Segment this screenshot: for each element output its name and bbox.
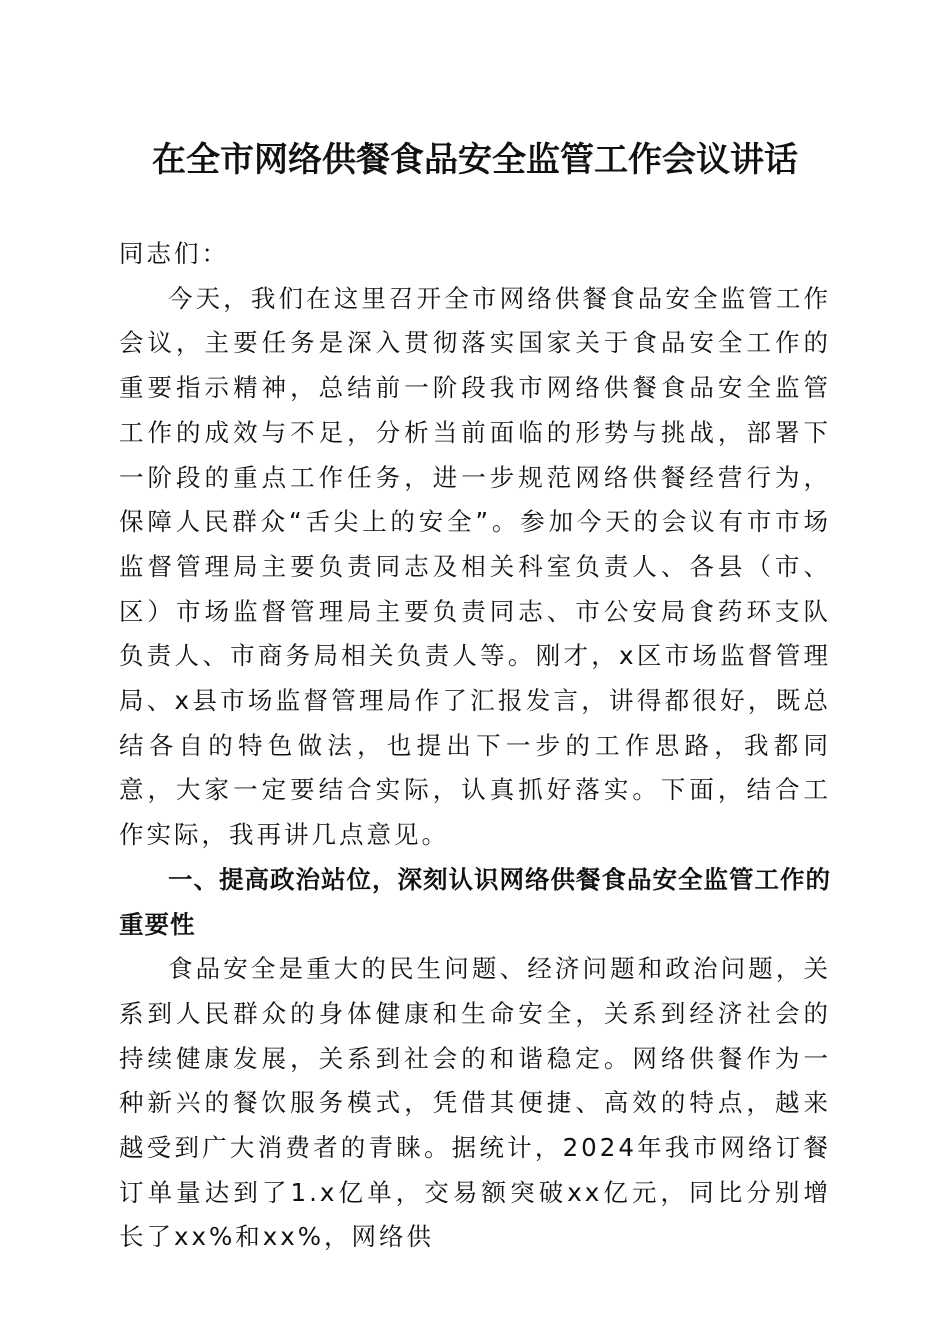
section-1-paragraph: 食品安全是重大的民生问题、经济问题和政治问题，关系到人民群众的身体健康和生命安全，关系到经济社会的持续健康发展，关系到社会的和谐稳定。网络供餐作为一种新兴的餐饮服务模式，凭借其便捷、高效的特点，越来越受到广大消费者的青睐。据统计，2024年我市网络订餐订单量达到了1.x亿单，交易额突破xx亿元，同比分别增长了xx%和xx%，网络供 bbox=[119, 954, 831, 1252]
document-title: 在全市网络供餐食品安全监管工作会议讲话 bbox=[152, 140, 798, 180]
salutation: 同志们： bbox=[119, 239, 229, 268]
opening-paragraph: 今天，我们在这里召开全市网络供餐食品安全监管工作会议，主要任务是深入贯彻落实国家关于食品安全工作的重要指示精神，总结前一阶段我市网络供餐食品安全监管工作的成效与不足，分析当前面临的形势与挑战，部署下一阶段的重点工作任务，进一步规范网络供餐经营行为，保障人民群众“舌尖上的安全”。参加今天的会议有市市场监督管理局主要负责同志及相关科室负责人、各县（市、区）市场监督管理局主要负责同志、市公安局食药环支队负责人、市商务局相关负责人等。刚才，x区市场监督管理局、x县市场监督管理局作了汇报发言，讲得都很好，既总结各自的特色做法，也提出下一步的工作思路，我都同意，大家一定要结合实际，认真抓好落实。下面，结合工作实际，我再讲几点意见。 bbox=[119, 283, 831, 850]
document-body bbox=[119, 232, 831, 1260]
section-heading-1: 一、提高政治站位，深刻认识网络供餐食品安全监管工作的重要性 bbox=[119, 864, 831, 939]
